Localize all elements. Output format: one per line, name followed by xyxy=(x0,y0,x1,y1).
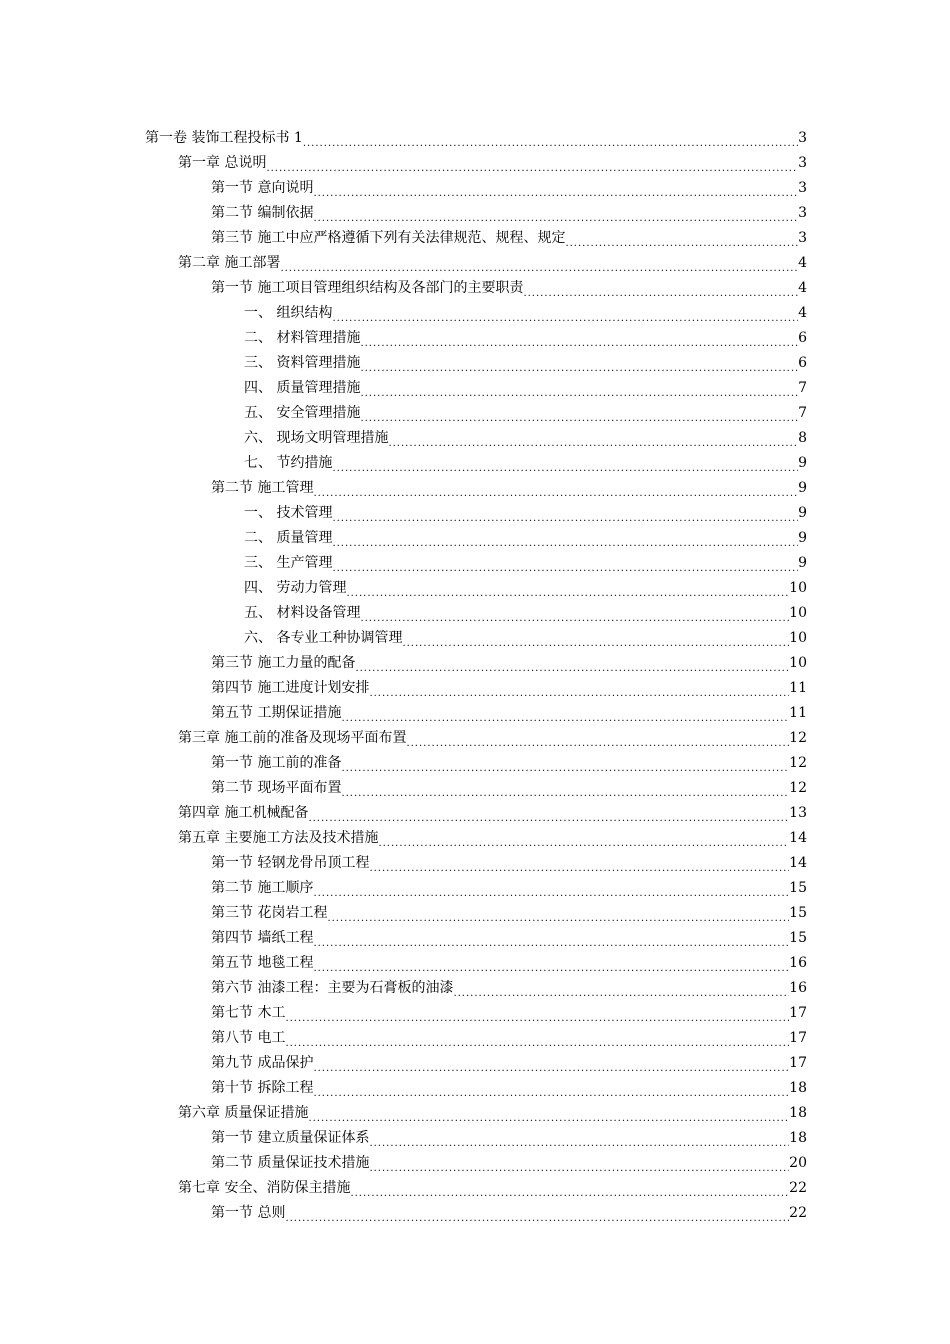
toc-dot-leader xyxy=(332,551,798,576)
toc-entry[interactable] xyxy=(0,126,950,151)
toc-entry-page-number: 4 xyxy=(798,305,807,321)
toc-entry-title: 第四节 施工进度计划安排 xyxy=(211,680,370,696)
toc-entry[interactable] xyxy=(0,251,950,276)
toc-entry[interactable] xyxy=(0,726,950,751)
toc-entry-page-number: 10 xyxy=(789,605,807,621)
toc-entry-page-number: 15 xyxy=(789,930,807,946)
toc-dot-leader xyxy=(346,576,789,601)
toc-dot-leader xyxy=(360,351,798,376)
toc-dot-leader xyxy=(308,1101,789,1126)
toc-entry-title: 第二节 编制依据 xyxy=(211,205,314,221)
toc-entry[interactable] xyxy=(0,151,950,176)
toc-entry[interactable] xyxy=(0,326,950,351)
toc-entry-page-number: 18 xyxy=(789,1080,807,1096)
toc-entry-title: 第八节 电工 xyxy=(211,1030,286,1046)
table-of-contents xyxy=(0,126,950,1226)
toc-entry-page-number: 15 xyxy=(789,905,807,921)
toc-entry-page-number: 3 xyxy=(798,205,807,221)
toc-entry-title: 第九节 成品保护 xyxy=(211,1055,314,1071)
toc-entry[interactable] xyxy=(0,226,950,251)
toc-entry-title: 第六章 质量保证措施 xyxy=(178,1105,309,1121)
toc-entry-title: 第七章 安全、消防保主措施 xyxy=(178,1180,351,1196)
toc-entry-page-number: 11 xyxy=(789,680,807,696)
toc-entry-title: 第三节 施工中应严格遵循下列有关法律规范、规程、规定 xyxy=(211,230,566,246)
toc-entry[interactable] xyxy=(0,1076,950,1101)
toc-entry[interactable] xyxy=(0,876,950,901)
toc-entry[interactable] xyxy=(0,426,950,451)
toc-dot-leader xyxy=(341,751,789,776)
toc-entry-page-number: 12 xyxy=(789,780,807,796)
toc-entry-title: 第四节 墙纸工程 xyxy=(211,930,314,946)
toc-entry[interactable] xyxy=(0,601,950,626)
toc-dot-leader xyxy=(332,301,798,326)
toc-dot-leader xyxy=(369,1151,789,1176)
toc-dot-leader xyxy=(355,651,789,676)
toc-entry-page-number: 12 xyxy=(789,730,807,746)
toc-dot-leader xyxy=(313,876,789,901)
toc-entry-title: 第五节 地毯工程 xyxy=(211,955,314,971)
toc-dot-leader xyxy=(388,426,798,451)
toc-dot-leader xyxy=(332,451,798,476)
toc-entry-page-number: 3 xyxy=(798,230,807,246)
toc-dot-leader xyxy=(285,1001,789,1026)
toc-dot-leader xyxy=(266,151,798,176)
toc-entry-title: 四、 质量管理措施 xyxy=(244,380,361,396)
toc-entry-title: 第一卷 装饰工程投标书 1 xyxy=(145,130,303,146)
toc-entry-page-number: 20 xyxy=(789,1155,807,1171)
toc-entry-title: 第五节 工期保证措施 xyxy=(211,705,342,721)
toc-entry-title: 第一节 施工前的准备 xyxy=(211,755,342,771)
toc-entry[interactable] xyxy=(0,951,950,976)
toc-entry-page-number: 9 xyxy=(798,555,807,571)
toc-dot-leader xyxy=(308,801,789,826)
toc-entry[interactable] xyxy=(0,1051,950,1076)
toc-dot-leader xyxy=(360,376,798,401)
toc-entry-title: 第三节 花岗岩工程 xyxy=(211,905,328,921)
toc-entry-page-number: 15 xyxy=(789,880,807,896)
toc-entry[interactable] xyxy=(0,476,950,501)
toc-entry-title: 三、 生产管理 xyxy=(244,555,333,571)
toc-entry[interactable] xyxy=(0,926,950,951)
toc-entry-page-number: 17 xyxy=(789,1055,807,1071)
toc-dot-leader xyxy=(285,1026,789,1051)
toc-entry[interactable] xyxy=(0,776,950,801)
toc-entry-title: 一、 技术管理 xyxy=(244,505,333,521)
toc-entry-page-number: 3 xyxy=(798,155,807,171)
toc-entry[interactable] xyxy=(0,526,950,551)
toc-entry-title: 四、 劳动力管理 xyxy=(244,580,347,596)
toc-entry-title: 第六节 油漆工程：主要为石膏板的油漆 xyxy=(211,980,454,996)
toc-entry-title: 第一章 总说明 xyxy=(178,155,267,171)
toc-entry-page-number: 18 xyxy=(789,1130,807,1146)
toc-entry-title: 一、 组织结构 xyxy=(244,305,333,321)
toc-entry-title: 第一节 意向说明 xyxy=(211,180,314,196)
toc-entry-page-number: 4 xyxy=(798,280,807,296)
toc-entry[interactable] xyxy=(0,276,950,301)
toc-dot-leader xyxy=(453,976,789,1001)
toc-dot-leader xyxy=(360,601,789,626)
toc-entry[interactable] xyxy=(0,201,950,226)
toc-entry-page-number: 16 xyxy=(789,980,807,996)
toc-entry-title: 第一节 总则 xyxy=(211,1205,286,1221)
toc-entry[interactable] xyxy=(0,1026,950,1051)
toc-entry-title: 第二章 施工部署 xyxy=(178,255,281,271)
toc-entry-page-number: 10 xyxy=(789,655,807,671)
toc-dot-leader xyxy=(406,726,789,751)
toc-entry[interactable] xyxy=(0,1151,950,1176)
toc-entry[interactable] xyxy=(0,1126,950,1151)
toc-entry[interactable] xyxy=(0,1201,950,1226)
toc-entry-page-number: 9 xyxy=(798,480,807,496)
toc-dot-leader xyxy=(313,201,798,226)
toc-entry[interactable] xyxy=(0,676,950,701)
toc-dot-leader xyxy=(332,526,798,551)
toc-entry-title: 五、 安全管理措施 xyxy=(244,405,361,421)
toc-dot-leader xyxy=(280,251,798,276)
toc-entry-page-number: 22 xyxy=(789,1180,807,1196)
toc-entry-page-number: 4 xyxy=(798,255,807,271)
toc-entry-page-number: 7 xyxy=(798,380,807,396)
toc-dot-leader xyxy=(332,501,798,526)
toc-dot-leader xyxy=(313,1076,789,1101)
toc-dot-leader xyxy=(360,401,798,426)
toc-dot-leader xyxy=(402,626,789,651)
toc-entry-title: 第三章 施工前的准备及现场平面布置 xyxy=(178,730,407,746)
toc-entry-title: 七、 节约措施 xyxy=(244,455,333,471)
toc-entry-page-number: 9 xyxy=(798,505,807,521)
toc-entry[interactable] xyxy=(0,701,950,726)
toc-entry-title: 三、 资料管理措施 xyxy=(244,355,361,371)
toc-entry-page-number: 9 xyxy=(798,530,807,546)
toc-dot-leader xyxy=(313,176,798,201)
toc-entry[interactable] xyxy=(0,1101,950,1126)
toc-entry-title: 第五章 主要施工方法及技术措施 xyxy=(178,830,379,846)
toc-entry-page-number: 6 xyxy=(798,330,807,346)
toc-entry-title: 第二节 施工顺序 xyxy=(211,880,314,896)
toc-dot-leader xyxy=(341,701,789,726)
toc-dot-leader xyxy=(369,1126,789,1151)
toc-entry-page-number: 18 xyxy=(789,1105,807,1121)
toc-entry-page-number: 14 xyxy=(789,855,807,871)
toc-entry-title: 第七节 木工 xyxy=(211,1005,286,1021)
toc-entry[interactable] xyxy=(0,176,950,201)
toc-dot-leader xyxy=(360,326,798,351)
toc-dot-leader xyxy=(285,1201,789,1226)
toc-entry[interactable] xyxy=(0,351,950,376)
toc-entry[interactable] xyxy=(0,826,950,851)
toc-entry-title: 六、 各专业工种协调管理 xyxy=(244,630,403,646)
toc-entry-page-number: 22 xyxy=(789,1205,807,1221)
toc-dot-leader xyxy=(327,901,789,926)
toc-dot-leader xyxy=(313,476,798,501)
toc-entry-title: 第三节 施工力量的配备 xyxy=(211,655,356,671)
toc-entry[interactable] xyxy=(0,651,950,676)
toc-entry[interactable] xyxy=(0,451,950,476)
toc-entry[interactable] xyxy=(0,901,950,926)
toc-entry[interactable] xyxy=(0,401,950,426)
toc-entry-title: 第二节 质量保证技术措施 xyxy=(211,1155,370,1171)
toc-entry-title: 第一节 轻钢龙骨吊顶工程 xyxy=(211,855,370,871)
toc-dot-leader xyxy=(350,1176,789,1201)
toc-entry-page-number: 14 xyxy=(789,830,807,846)
toc-entry[interactable] xyxy=(0,801,950,826)
toc-entry-title: 第一节 施工项目管理组织结构及各部门的主要职责 xyxy=(211,280,524,296)
toc-entry[interactable] xyxy=(0,751,950,776)
toc-dot-leader xyxy=(378,826,789,851)
toc-dot-leader xyxy=(313,926,789,951)
toc-entry-title: 二、 材料管理措施 xyxy=(244,330,361,346)
toc-entry-page-number: 13 xyxy=(789,805,807,821)
toc-entry-title: 第四章 施工机械配备 xyxy=(178,805,309,821)
toc-entry-title: 二、 质量管理 xyxy=(244,530,333,546)
toc-dot-leader xyxy=(369,676,789,701)
toc-entry-page-number: 10 xyxy=(789,580,807,596)
toc-entry[interactable] xyxy=(0,376,950,401)
toc-entry-title: 第二节 现场平面布置 xyxy=(211,780,342,796)
toc-entry-page-number: 6 xyxy=(798,355,807,371)
toc-dot-leader xyxy=(313,951,789,976)
toc-dot-leader xyxy=(313,1051,789,1076)
toc-entry-page-number: 10 xyxy=(789,630,807,646)
toc-entry-page-number: 7 xyxy=(798,405,807,421)
toc-entry-page-number: 12 xyxy=(789,755,807,771)
toc-dot-leader xyxy=(341,776,789,801)
toc-entry[interactable] xyxy=(0,851,950,876)
toc-entry[interactable] xyxy=(0,1001,950,1026)
toc-dot-leader xyxy=(565,226,798,251)
toc-entry[interactable] xyxy=(0,576,950,601)
toc-entry[interactable] xyxy=(0,301,950,326)
toc-entry-page-number: 17 xyxy=(789,1030,807,1046)
toc-entry-page-number: 3 xyxy=(798,180,807,196)
toc-entry[interactable] xyxy=(0,551,950,576)
toc-entry-page-number: 16 xyxy=(789,955,807,971)
toc-entry[interactable] xyxy=(0,626,950,651)
toc-entry-title: 第一节 建立质量保证体系 xyxy=(211,1130,370,1146)
toc-entry-title: 五、 材料设备管理 xyxy=(244,605,361,621)
toc-entry[interactable] xyxy=(0,501,950,526)
toc-dot-leader xyxy=(523,276,798,301)
toc-entry-title: 第二节 施工管理 xyxy=(211,480,314,496)
toc-entry-title: 第十节 拆除工程 xyxy=(211,1080,314,1096)
toc-entry-page-number: 9 xyxy=(798,455,807,471)
toc-entry-page-number: 11 xyxy=(789,705,807,721)
toc-entry[interactable] xyxy=(0,976,950,1001)
toc-dot-leader xyxy=(303,126,798,151)
toc-entry[interactable] xyxy=(0,1176,950,1201)
toc-entry-page-number: 3 xyxy=(798,130,807,146)
toc-entry-title: 六、 现场文明管理措施 xyxy=(244,430,389,446)
toc-entry-page-number: 8 xyxy=(798,430,807,446)
toc-dot-leader xyxy=(369,851,789,876)
toc-entry-page-number: 17 xyxy=(789,1005,807,1021)
